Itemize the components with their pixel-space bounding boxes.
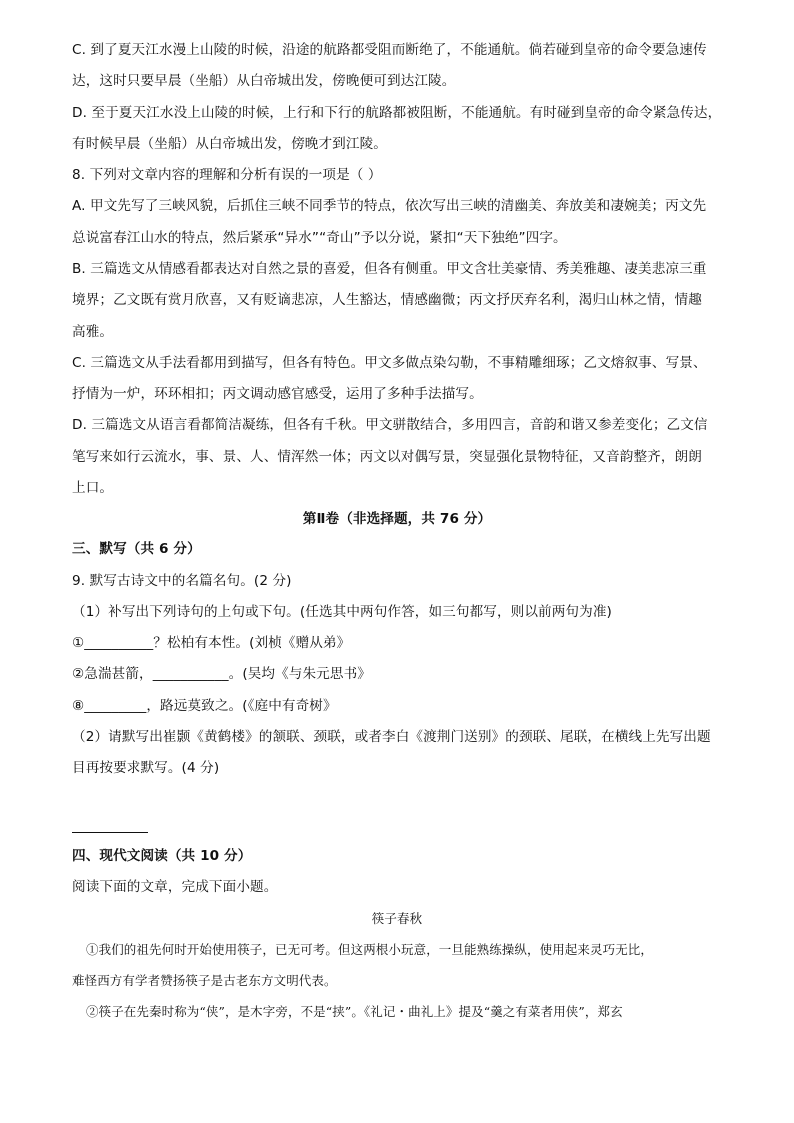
q9-item1: ①__________？松柏有本性。(刘桢《赠从弟》: [72, 635, 351, 651]
q8-option-c-line1: C. 三篇选文从手法看都用到描写，但各有特色。甲文多做点染勾勒，不事精雕细琢；乙文熔叙事、写景、: [72, 355, 707, 371]
section3-title: 三、默写（共 6 分）: [72, 541, 201, 557]
q8-option-d-line2: 笔写来如行云流水，事、景、人、情浑然一体；丙文以对偶写景，突显强化景物特征，又音韵整齐，朗朗: [72, 449, 702, 465]
q8-option-c-line2: 抒情为一炉，环环相扣；丙文调动感官感受，运用了多种手法描写。: [72, 386, 483, 402]
q8-option-b-line1: B. 三篇选文从情感看都表达对自然之景的喜爱，但各有侧重。甲文含壮美豪情、秀美雅趣、凄美悲凉三重: [72, 261, 707, 277]
q9-item2: ②急湍甚箭，___________。(吴均《与朱元思书》: [72, 666, 371, 682]
article-title: 筷子春秋: [371, 911, 423, 926]
q8-option-d-line3: 上口。: [72, 480, 114, 496]
article-p1-line1: ①我们的祖先何时开始使用筷子，已无可考。但这两根小玩意，一旦能熟练操纵，使用起来灵巧无比，: [86, 942, 654, 957]
q7-option-c-line2: 达，这时只要早晨（坐船）从白帝城出发，傍晚便可到达江陵。: [72, 73, 456, 89]
q8-option-d-line1: D. 三篇选文从语言看都简洁凝练，但各有千秋。甲文骈散结合，多用四言，音韵和谐又参差变化；乙文信: [72, 417, 708, 433]
answer-line: [72, 832, 148, 833]
section4-title: 四、现代文阅读（共 10 分）: [72, 848, 252, 864]
q8-stem: 8. 下列对文章内容的理解和分析有误的一项是（ ）: [72, 167, 382, 183]
section4-intro: 阅读下面的文章，完成下面小题。: [72, 879, 278, 895]
q7-option-d-line1: D. 至于夏天江水没上山陵的时候，上行和下行的航路都被阻断，不能通航。有时碰到皇帝的命令紧急传达，: [72, 105, 722, 121]
q9-item3: ⑧_________，路远莫致之。(《庭中有奇树》: [72, 698, 337, 714]
q7-option-c-line1: C. 到了夏天江水漫上山陵的时候，沿途的航路都受阻而断绝了，不能通航。倘若碰到皇帝的命令要急速传: [72, 42, 707, 58]
part2-title: 第Ⅱ卷（非选择题，共 76 分）: [302, 511, 492, 527]
article-p2-line1: ②筷子在先秦时称为“侠”，是木字旁，不是“挟”。《礼记・曲礼上》提及“羹之有菜者用侠”，郑玄: [86, 1004, 623, 1019]
q9-sub1: （1）补写出下列诗句的上句或下句。(任选其中两句作答，如三句都写，则以前两句为准): [72, 604, 612, 620]
q8-option-b-line2: 境界；乙文既有赏月欣喜，又有贬谪悲凉，人生豁达，情感幽微；丙文抒厌弃名利，渴归山林之情，情趣: [72, 292, 702, 308]
q9-sub2-line1: （2）请默写出崔颢《黄鹤楼》的颔联、颈联，或者李白《渡荆门送别》的颈联、尾联，在横线上先写出题: [72, 729, 711, 745]
q8-option-a-line1: A. 甲文先写了三峡风貌，后抓住三峡不同季节的特点，依次写出三峡的清幽美、奔放美和凄婉美；丙文先: [72, 198, 707, 214]
q8-option-b-line3: 高雅。: [72, 324, 114, 340]
q7-option-d-line2: 有时候早晨（坐船）从白帝城出发，傍晚才到江陵。: [72, 136, 387, 152]
q9-sub2-line2: 目再按要求默写。(4 分): [72, 760, 220, 776]
q9-stem: 9. 默写古诗文中的名篇名句。(2 分): [72, 573, 292, 589]
article-p1-line2: 难怪西方有学者赞扬筷子是古老东方文明代表。: [72, 973, 337, 988]
q8-option-a-line2: 总说富春江山水的特点，然后紧承“异水”“奇山”予以分说，紧扣“天下独绝”四字。: [72, 230, 567, 246]
